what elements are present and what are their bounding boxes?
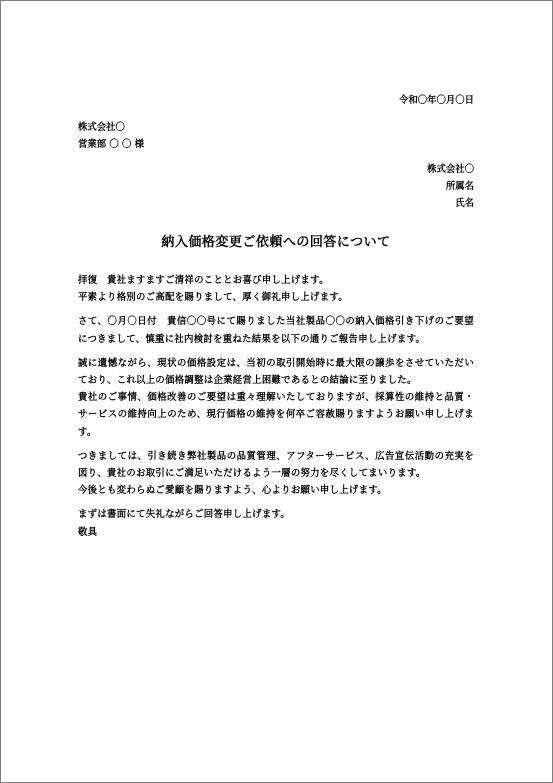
- closing-word: 敬具: [78, 526, 98, 538]
- greeting-line-2: 平素より格別のご高配を賜りまして、厚く御礼申し上げます。: [78, 292, 348, 304]
- body-paragraph-5: 今後とも変わらぬご愛顧を賜りますよう、心よりお願い申し上げます。: [78, 485, 387, 497]
- document-date: 令和〇年〇月〇日: [398, 95, 474, 106]
- greeting-line-1: 拝復 貴社ますますご清祥のこととお喜び申し上げます。: [78, 275, 329, 286]
- body-paragraph-2: 誠に遺憾ながら、現状の価格設定は、当初の取引開始時に最大限の譲歩をさせていただいており、これ以上の価格調整は企業経営上困難であるとの結論に至りました。: [78, 357, 474, 387]
- sender-name: 氏名: [455, 198, 474, 209]
- body-paragraph-1: さて、〇月〇日付 貴信〇〇号にて賜りました当社製品〇〇の納入価格引き下げのご要望につきまして、慎重に社内検討を重ねた結果を以下の通りご報告申し上げます。: [78, 316, 474, 345]
- sender-division: 所属名: [445, 181, 474, 192]
- recipient-block: [78, 119, 474, 153]
- recipient-company: 株式会社〇: [78, 122, 125, 133]
- sender-block: [78, 161, 474, 212]
- sender-company: 株式会社〇: [427, 164, 474, 175]
- body-paragraph-6: まずは書面にて失礼ながらご回答申し上げます。: [78, 509, 291, 521]
- body-paragraph-3: 貴社のご事情、価格改善のご要望は重々理解いたしておりますが、採算性の維持と品質・サービスの維持向上のため、現行価格の維持を何卒ご容赦賜りますようお願い申し上げます。: [78, 392, 474, 438]
- recipient-department: 営業部 〇 〇 様: [78, 139, 145, 150]
- document-body: [78, 272, 474, 548]
- document-title: 納入価格変更ご依頼への回答について: [161, 235, 391, 250]
- body-paragraph-4: つきましては、引き続き弊社製品の品質管理、アフターサービス、広告宣伝活動の充実を図り、貴社のお取引にご満足いただけるよう一層の努力を尽くしてまいります。: [78, 450, 474, 480]
